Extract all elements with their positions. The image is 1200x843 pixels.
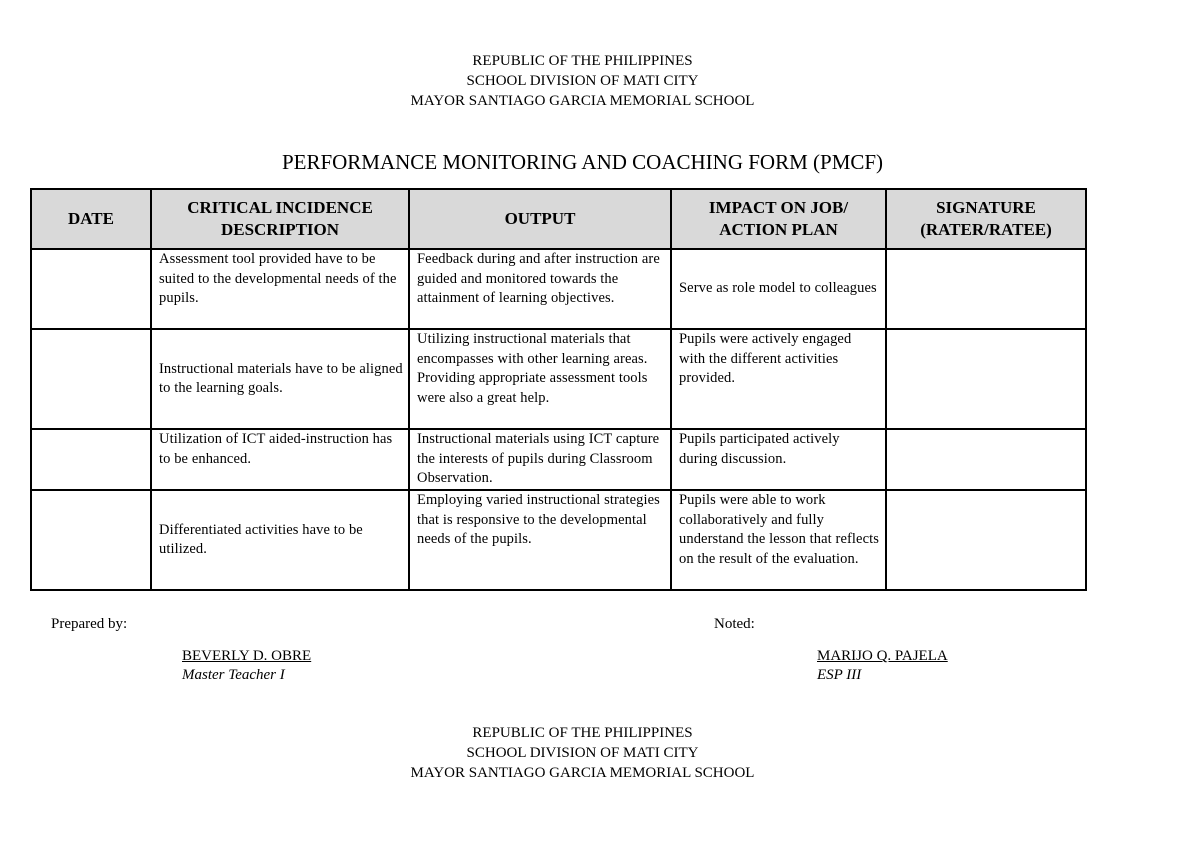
output-cell: Employing varied instructional strategies that is responsive to the developmental needs of the pupils. (409, 490, 671, 590)
output-cell: Utilizing instructional materials that encompasses with other learning areas. Providing appropriate assessment tools were also a great help. (409, 329, 671, 429)
signature-cell (886, 249, 1086, 329)
header-division: SCHOOL DIVISION OF MATI CITY (466, 745, 699, 761)
document-header (0, 51, 1165, 111)
impact-cell: Pupils participated actively during discussion. (671, 429, 886, 490)
preparer-name: BEVERLY D. OBRE (182, 648, 312, 664)
noter-name: MARIJO Q. PAJELA (817, 648, 948, 664)
document-header-repeat (0, 723, 1165, 783)
header-school: MAYOR SANTIAGO GARCIA MEMORIAL SCHOOL (410, 93, 755, 109)
table-header-row (31, 189, 1086, 249)
header-republic: REPUBLIC OF THE PHILIPPINES (472, 53, 693, 69)
impact-cell: Serve as role model to colleagues (671, 249, 886, 329)
output-cell: Feedback during and after instruction are guided and monitored towards the attainment of learning objectives. (409, 249, 671, 329)
form-title: PERFORMANCE MONITORING AND COACHING FORM (PMCF) (281, 150, 884, 174)
noted-label: Noted: (714, 616, 755, 632)
prepared-by-label: Prepared by: (51, 616, 128, 632)
critical-incidence-cell: Assessment tool provided have to be suited to the developmental needs of the pupils. (151, 249, 409, 329)
table-row (31, 429, 1086, 490)
signature-cell (886, 490, 1086, 590)
table-row (31, 329, 1086, 429)
preparer-position: Master Teacher I (182, 667, 285, 683)
date-cell (31, 490, 151, 590)
header-division: SCHOOL DIVISION OF MATI CITY (466, 73, 699, 89)
critical-incidence-cell: Instructional materials have to be aligned to the learning goals. (151, 329, 409, 429)
noter-position: ESP III (817, 667, 862, 683)
critical-incidence-cell: Utilization of ICT aided-instruction has to be enhanced. (151, 429, 409, 490)
header-republic: REPUBLIC OF THE PHILIPPINES (472, 725, 693, 741)
impact-cell: Pupils were able to work collaboratively and fully understand the lesson that reflects on the result of the evaluation. (671, 490, 886, 590)
critical-incidence-cell: Differentiated activities have to be utilized. (151, 490, 409, 590)
column-header-output: OUTPUT (409, 189, 671, 249)
column-header-impact: IMPACT ON JOB/ ACTION PLAN (671, 189, 886, 249)
date-cell (31, 429, 151, 490)
signature-cell (886, 429, 1086, 490)
column-header-date: DATE (31, 189, 151, 249)
pmcf-table (30, 188, 1087, 591)
date-cell (31, 329, 151, 429)
impact-cell: Pupils were actively engaged with the different activities provided. (671, 329, 886, 429)
column-header-signature: SIGNATURE (RATER/RATEE) (886, 189, 1086, 249)
output-cell: Instructional materials using ICT capture the interests of pupils during Classroom Observation. (409, 429, 671, 490)
column-header-critical-incidence: CRITICAL INCIDENCE DESCRIPTION (151, 189, 409, 249)
header-school: MAYOR SANTIAGO GARCIA MEMORIAL SCHOOL (410, 765, 755, 781)
table-row (31, 249, 1086, 329)
table-row (31, 490, 1086, 590)
signature-cell (886, 329, 1086, 429)
date-cell (31, 249, 151, 329)
